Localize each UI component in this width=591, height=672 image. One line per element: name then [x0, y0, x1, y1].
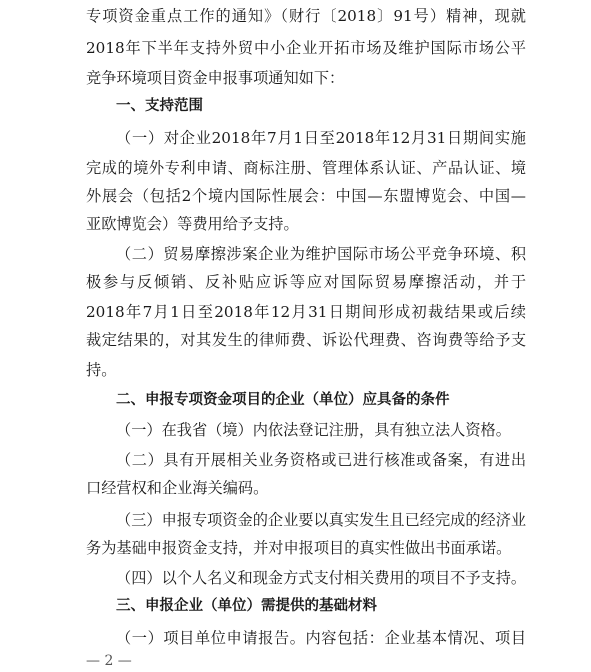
section-heading: 三、申报企业（单位）需提供的基础材料	[116, 598, 377, 614]
text-line: （二）具有开展相关业务资格或已进行核准或备案，有进出	[116, 451, 526, 469]
section-heading: 一、支持范围	[116, 98, 203, 114]
text-line: 2018年7月1日至2018年12月31日期间形成初裁结果或后续	[86, 303, 526, 321]
text-line: 口经营权和企业海关编码。	[86, 479, 269, 497]
text-line: 专项资金重点工作的通知》（财行〔2018〕91号）精神，现就	[86, 7, 526, 25]
text-line: （三）申报专项资金的企业要以真实发生且已经完成的经济业	[116, 511, 526, 529]
page-number: — 2 —	[86, 653, 132, 669]
text-line: 竞争环境项目资金申报事项通知如下：	[86, 69, 345, 87]
text-line: 亚欧博览会）等费用给予支持。	[86, 215, 299, 233]
text-line: 裁定结果的，对其发生的律师费、诉讼代理费、咨询费等给予支	[86, 331, 526, 349]
text-line: 完成的境外专利申请、商标注册、管理体系认证、产品认证、境	[86, 159, 526, 177]
text-line: 务为基础申报资金支持，并对申报项目的真实性做出书面承诺。	[86, 539, 512, 557]
text-line: 持。	[86, 361, 117, 379]
text-line: 2018年下半年支持外贸中小企业开拓市场及维护国际市场公平	[86, 39, 526, 57]
text-line: （四）以个人名义和现金方式支付相关费用的项目不予支持。	[116, 569, 526, 587]
section-heading: 二、申报专项资金项目的企业（单位）应具备的条件	[116, 392, 450, 408]
text-line: 极参与反倾销、反补贴应诉等应对国际贸易摩擦活动，并于	[86, 273, 526, 291]
text-line: （一）对企业2018年7月1日至2018年12月31日期间实施	[116, 129, 526, 147]
text-line: 外展会（包括2个境内国际性展会：中国—东盟博览会、中国—	[86, 187, 526, 205]
text-line: （一）在我省（境）内依法登记注册，具有独立法人资格。	[116, 421, 511, 439]
text-line: （一）项目单位申请报告。内容包括：企业基本情况、项目	[116, 629, 526, 647]
text-line: （二）贸易摩擦涉案企业为维护国际市场公平竞争环境、积	[116, 245, 526, 263]
